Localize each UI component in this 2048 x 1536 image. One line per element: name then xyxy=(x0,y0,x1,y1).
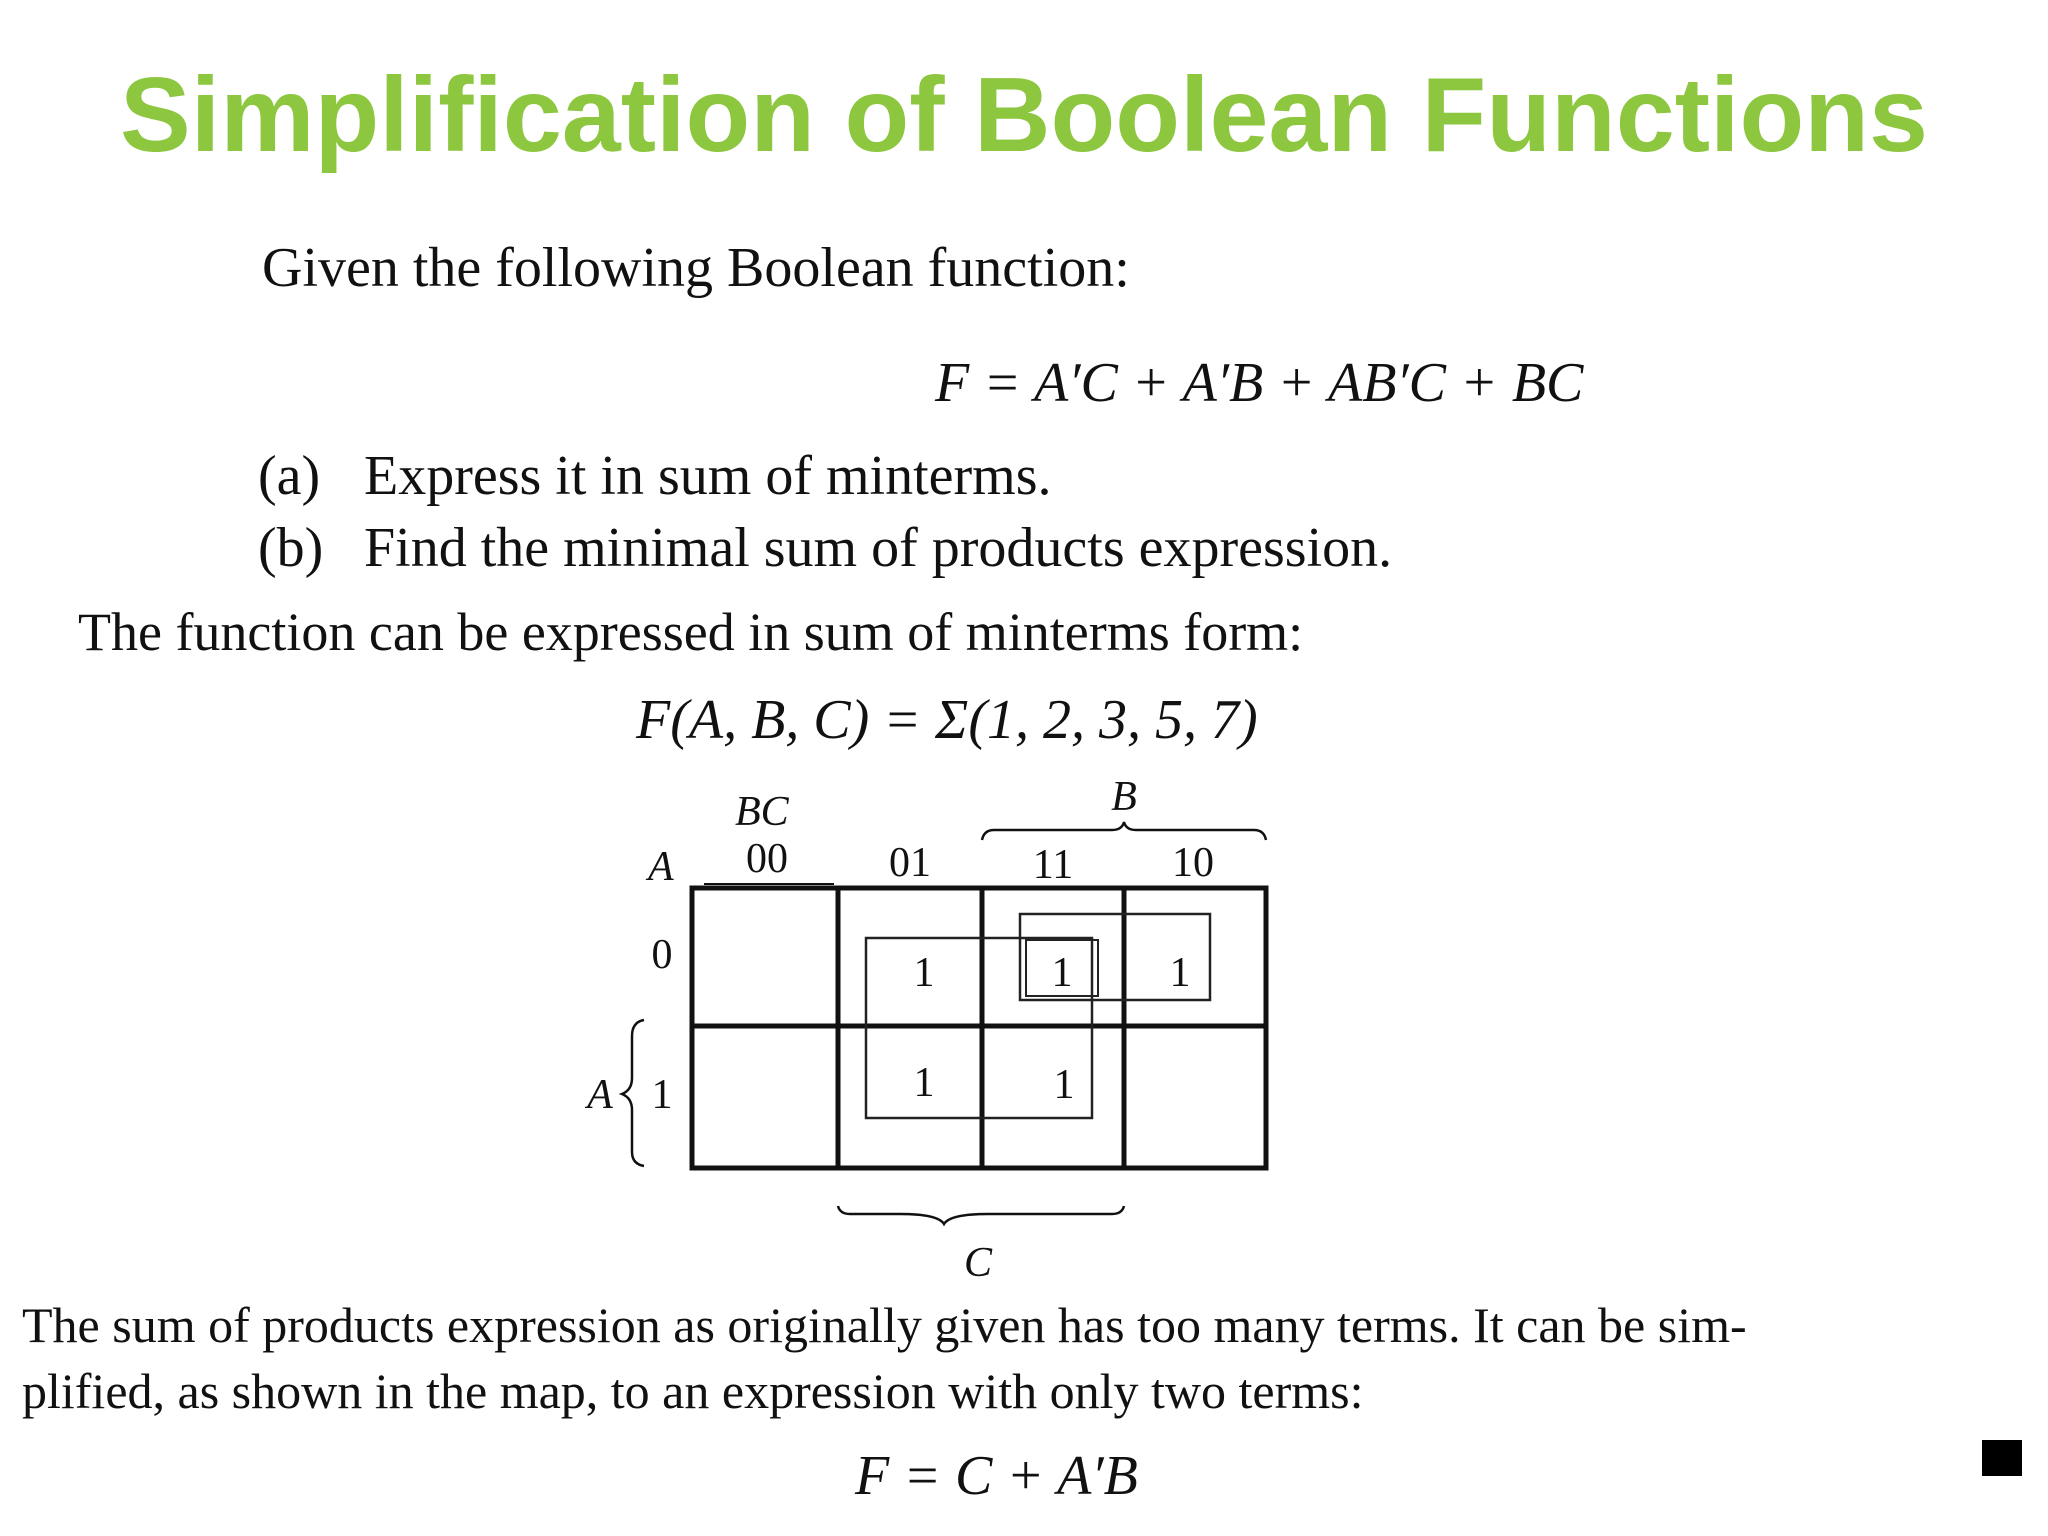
function-expression: F = A′C + A′B + AB′C + BC xyxy=(935,352,1584,414)
kmap-col-label-00: 00 xyxy=(746,836,788,882)
kmap-cell-111: 1 xyxy=(1053,1062,1075,1108)
kmap-cell-010: 1 xyxy=(1169,950,1191,996)
minterm-intro: The function can be expressed in sum of minterms form: xyxy=(78,602,1304,662)
kmap-cell-011: 1 xyxy=(1051,950,1073,996)
kmap-col-label-11: 11 xyxy=(1032,842,1074,888)
kmap-row-label-1: 1 xyxy=(651,1072,673,1118)
kmap-col-label-01: 01 xyxy=(889,840,931,886)
explanation-line-1: The sum of products expression as originally given has too many terms. It can be sim- xyxy=(22,1297,1747,1353)
kmap-row-label-0: 0 xyxy=(651,932,673,978)
kmap-cell-101: 1 xyxy=(913,1060,935,1106)
kmap-column-variable: BC xyxy=(735,789,789,835)
brace-c-label: C xyxy=(963,1240,993,1286)
brace-a xyxy=(622,1020,644,1166)
result-expression: F = C + A′B xyxy=(855,1445,1138,1507)
explanation-line-2: plified, as shown in the map, to an expression with only two terms: xyxy=(22,1363,1364,1419)
brace-b-label: B xyxy=(1111,774,1137,820)
question-b-label: (b) xyxy=(258,517,324,579)
intro-text: Given the following Boolean function: xyxy=(262,237,1130,299)
brace-b xyxy=(982,822,1266,840)
kmap-cell-001: 1 xyxy=(913,950,935,996)
kmap-row-variable: A xyxy=(648,844,674,890)
end-of-proof-square xyxy=(1982,1440,2022,1476)
question-a-label: (a) xyxy=(258,445,321,507)
kmap-col-label-10: 10 xyxy=(1172,840,1214,886)
brace-c xyxy=(838,1206,1124,1224)
brace-a-label: A xyxy=(587,1072,613,1118)
page-title: Simplification of Boolean Functions xyxy=(120,56,1928,174)
question-b-text: Find the minimal sum of products expression. xyxy=(364,517,1393,579)
question-a-text: Express it in sum of minterms. xyxy=(364,445,1052,507)
minterm-expression: F(A, B, C) = Σ(1, 2, 3, 5, 7) xyxy=(636,689,1258,751)
